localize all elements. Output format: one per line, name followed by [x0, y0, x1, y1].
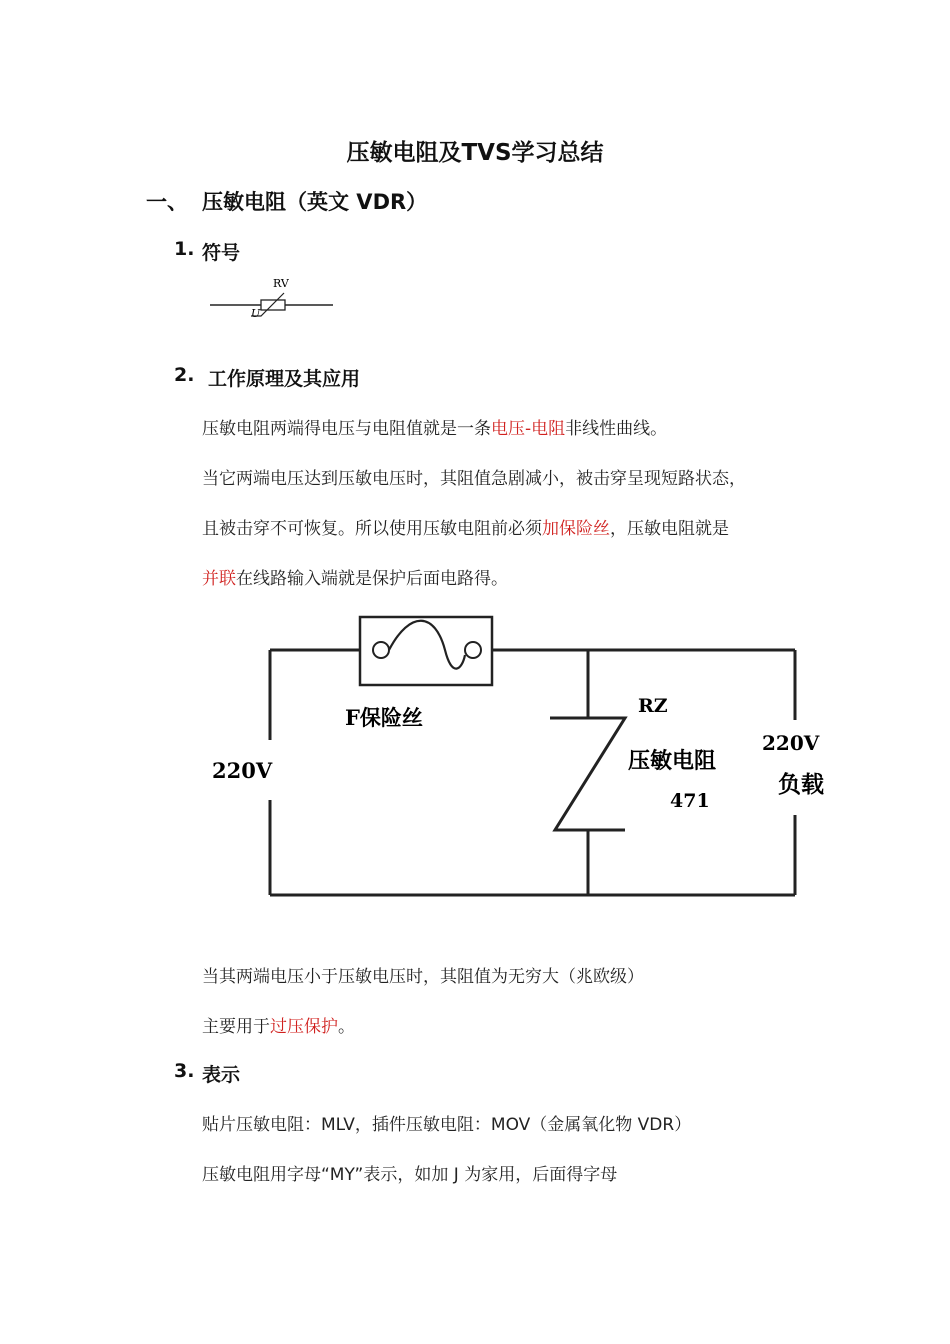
symbol-label-u: U — [251, 307, 261, 320]
document-title: 压敏电阻及TVS学习总结 — [346, 140, 604, 166]
load-label: 负载 — [778, 771, 824, 798]
paragraph-8: 压敏电阻用字母“MY”表示，如加 J 为家用，后面得字母 — [202, 1165, 618, 1185]
varistor-value: 471 — [670, 790, 710, 812]
section-1-number: 一、 — [146, 190, 188, 214]
subsection-2-number: 2. — [174, 364, 195, 386]
paragraph-3: 且被击穿不可恢复。所以使用压敏电阻前必须加保险丝，压敏电阻就是 — [202, 519, 729, 539]
paragraph-2: 当它两端电压达到压敏电压时，其阻值急剧减小，被击穿呈现短路状态， — [202, 469, 746, 489]
paragraph-4: 并联在线路输入端就是保护后面电路得。 — [202, 569, 508, 589]
subsection-1-title: 符号 — [202, 242, 241, 264]
paragraph-5: 当其两端电压小于压敏电压时，其阻值为无穷大（兆欧级） — [202, 967, 644, 987]
circuit-diagram — [200, 600, 850, 920]
paragraph-1: 压敏电阻两端得电压与电阻值就是一条电压-电阻非线性曲线。 — [202, 419, 668, 439]
paragraph-7: 贴片压敏电阻：MLV，插件压敏电阻：MOV（金属氧化物 VDR） — [202, 1115, 692, 1135]
source-voltage-label: 220V — [212, 758, 273, 783]
subsection-1-number: 1. — [174, 238, 195, 260]
subsection-3-title: 表示 — [202, 1064, 241, 1086]
varistor-symbol — [205, 270, 340, 328]
subsection-3-number: 3. — [174, 1060, 195, 1082]
section-1-title: 压敏电阻（英文 VDR） — [202, 190, 428, 214]
subsection-2-title: 工作原理及其应用 — [208, 368, 361, 390]
fuse-label: F保险丝 — [345, 705, 423, 730]
rz-label: RZ — [638, 695, 668, 717]
varistor-label: 压敏电阻 — [628, 748, 717, 774]
load-voltage-label: 220V — [762, 731, 820, 755]
paragraph-6: 主要用于过压保护。 — [202, 1017, 355, 1037]
symbol-label-rv: RV — [273, 277, 289, 290]
